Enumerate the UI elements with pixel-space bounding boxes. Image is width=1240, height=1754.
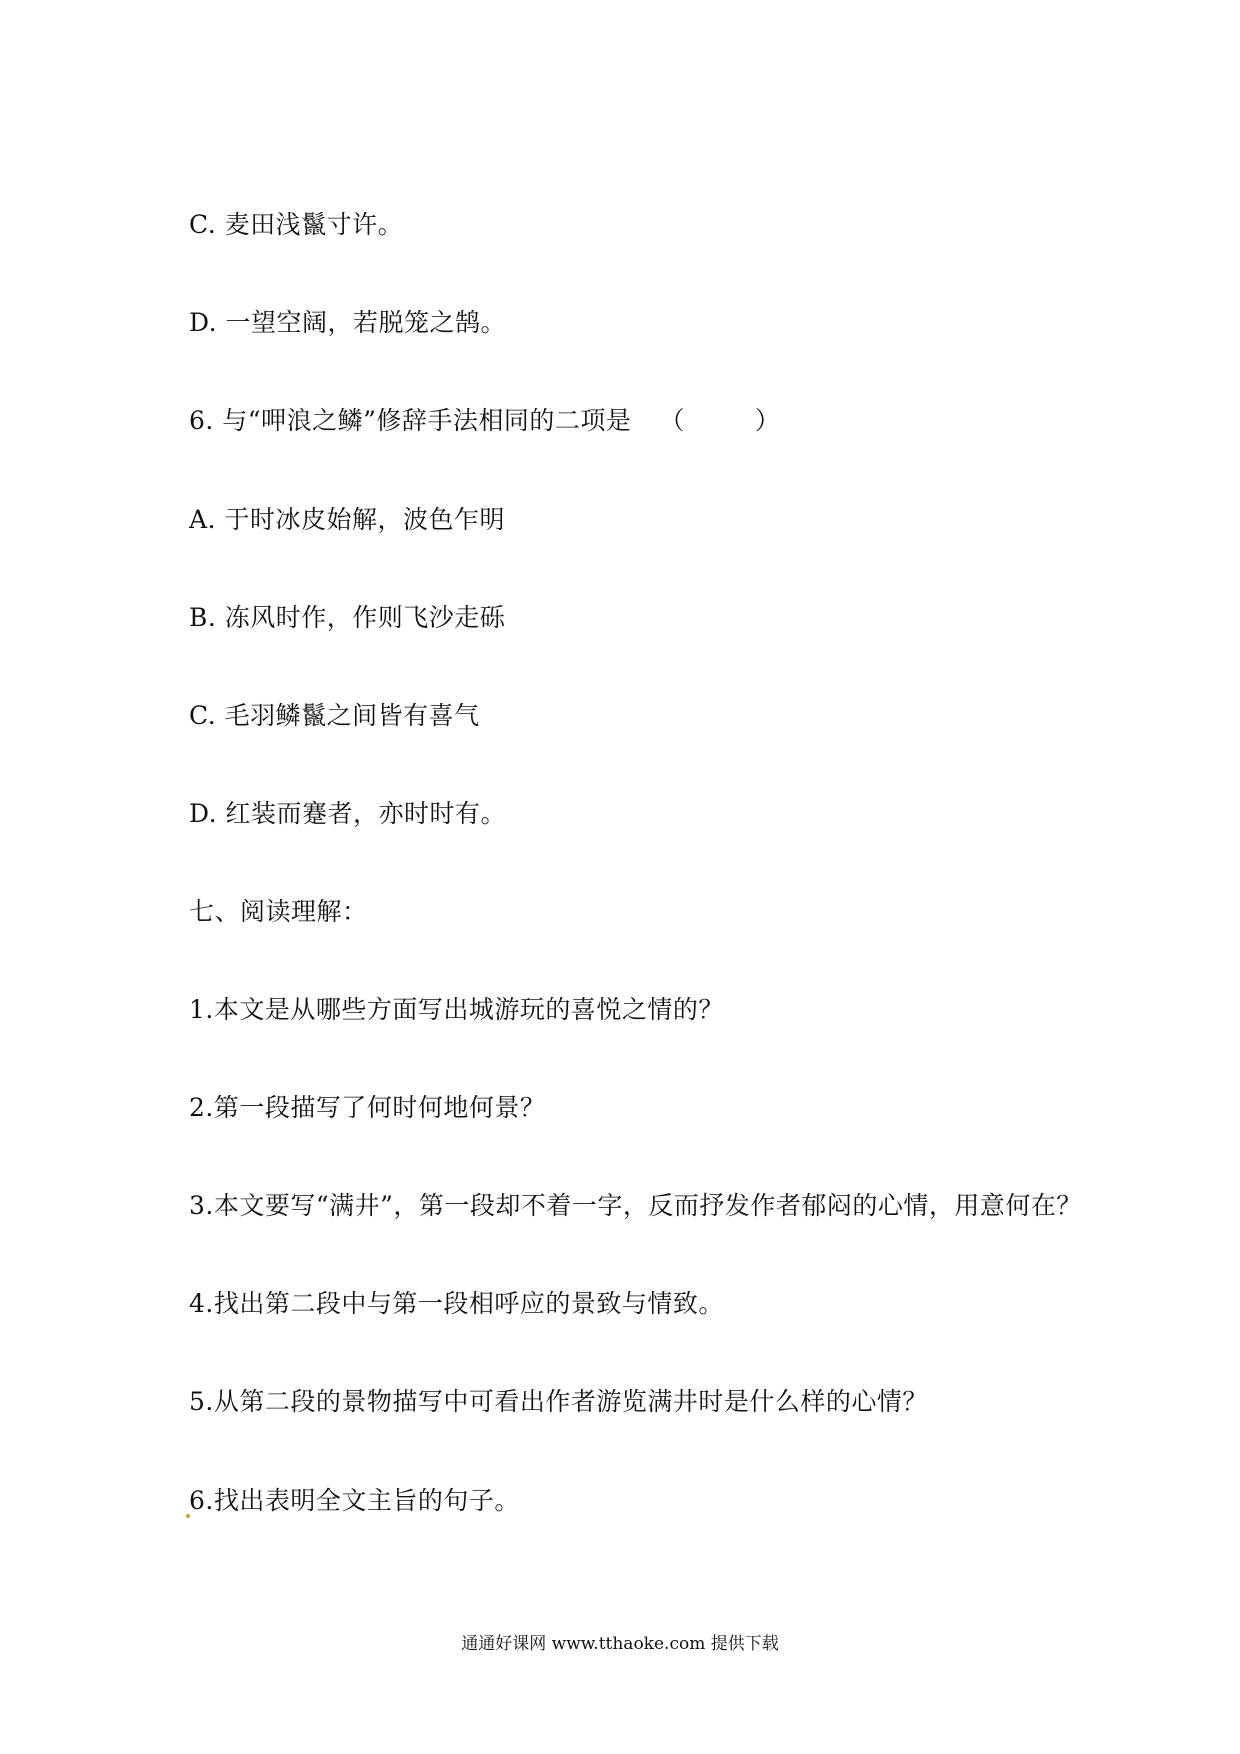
reading-question-5: [189, 1387, 928, 1417]
footer-text: 通通好课网 www.tthaoke.com 提供下载: [461, 1634, 779, 1654]
option-d-text: D. 一望空阔，若脱笼之鹄。: [189, 308, 507, 337]
q6-option-d-line: [189, 799, 506, 829]
q6-option-a-text: A. 于时冰皮始解，波色乍明: [189, 505, 505, 534]
q6-option-b-line: [189, 603, 505, 633]
section-heading-reading: [189, 897, 368, 927]
reading-question-6-text: 6.找出表明全文主旨的句子。: [189, 1486, 520, 1515]
reading-question-4-text: 4.找出第二段中与第一段相呼应的景致与情致。: [189, 1289, 724, 1318]
reading-question-6: [189, 1486, 520, 1516]
reading-question-3-text: 3.本文要写“满井”，第一段却不着一字，反而抒发作者郁闷的心情，用意何在？: [189, 1191, 1082, 1220]
option-c-text: C. 麦田浅鬣寸许。: [189, 210, 404, 239]
option-c-line: [189, 210, 403, 240]
option-d-line: [189, 308, 506, 338]
reading-question-2-text: 2.第一段描写了何时何地何景？: [189, 1093, 546, 1122]
reading-question-3: [189, 1191, 1082, 1221]
reading-question-2: [189, 1093, 545, 1123]
page-footer: [0, 1633, 1240, 1655]
question-6-text: 6. 与“呷浪之鳞”修辞手法相同的二项是: [189, 406, 632, 435]
q6-option-d-text: D. 红装而蹇者，亦时时有。: [189, 799, 507, 828]
answer-paren-close: ）: [754, 406, 781, 435]
reading-question-4: [189, 1289, 724, 1319]
q6-option-a-line: [189, 505, 505, 535]
reading-question-1-text: 1.本文是从哪些方面写出城游玩的喜悦之情的？: [189, 995, 724, 1024]
q6-option-c-line: [189, 701, 480, 731]
answer-paren-open: （: [659, 406, 685, 435]
reading-question-1: [189, 995, 724, 1025]
q6-option-b-text: B. 冻风时作，作则飞沙走砾: [189, 603, 506, 632]
question-6-line: [189, 406, 780, 436]
reading-question-5-text: 5.从第二段的景物描写中可看出作者游览满井时是什么样的心情？: [189, 1387, 928, 1416]
section-heading-text: 七、阅读理解：: [189, 897, 368, 926]
q6-option-c-text: C. 毛羽鳞鬣之间皆有喜气: [189, 701, 480, 730]
